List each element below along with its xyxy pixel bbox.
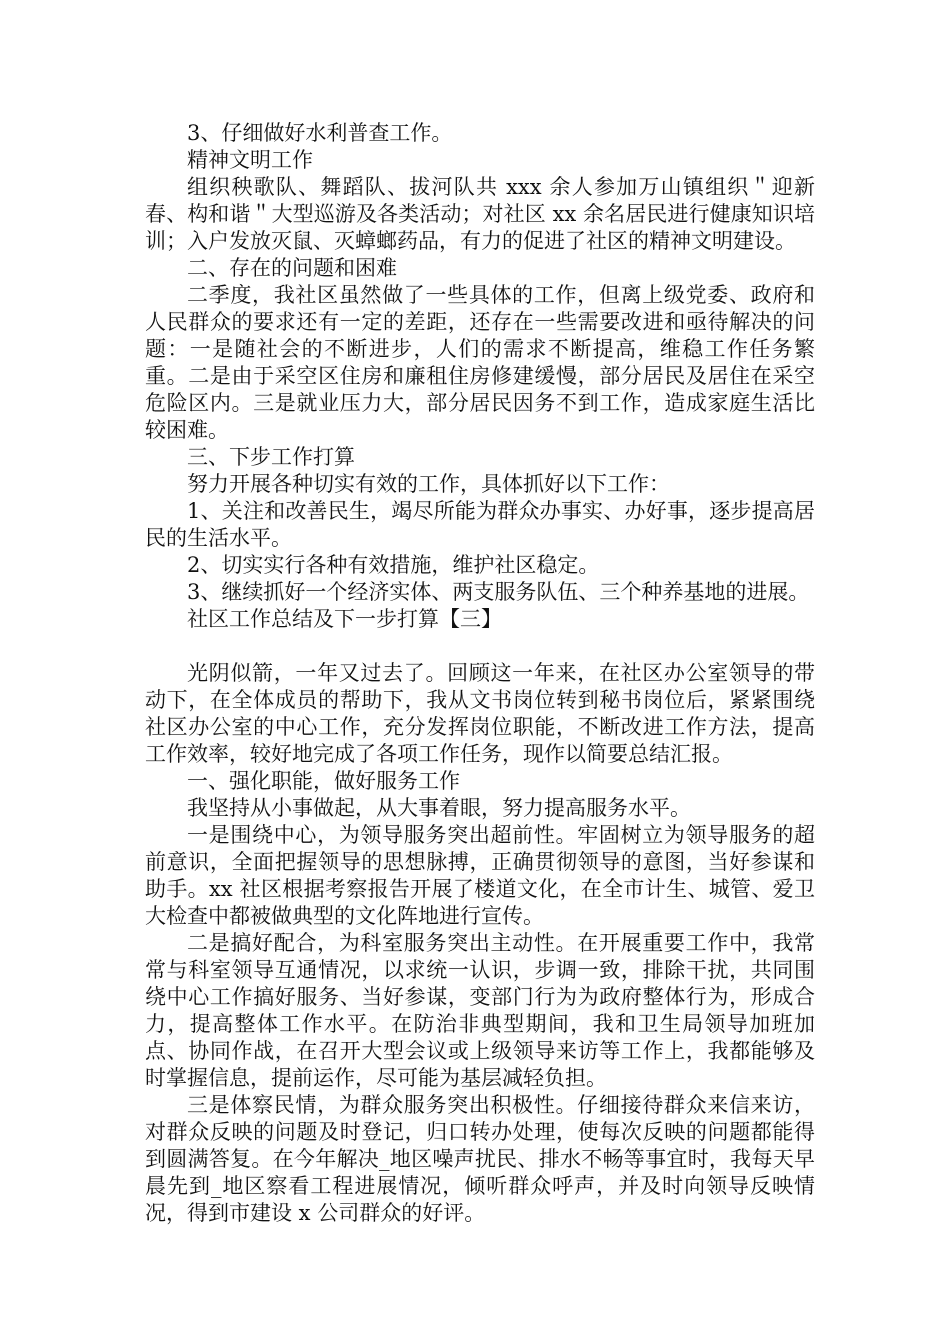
paragraph-service-level: 我坚持从小事做起，从大事着眼，努力提高服务水平。 <box>187 796 691 820</box>
section-heading-problems: 二、存在的问题和困难 <box>187 256 397 280</box>
section-heading-next-steps: 三、下步工作打算 <box>187 445 355 469</box>
paragraph-next-step-2: 2、切实实行各种有效措施，维护社区稳定。 <box>187 553 600 577</box>
paragraph-next-step-1: 1、关注和改善民生，竭尽所能为群众办事实、办好事，逐步提高居民的生活水平。 <box>145 499 815 550</box>
paragraph-leader-service: 一是围绕中心，为领导服务突出超前性。牢固树立为领导服务的超前意识，全面把握领导的思想脉搏，正确贯彻领导的意图，当好参谋和助手。xx 社区根据考察报告开展了楼道文化，在全市计生、城管、爱卫大检查中都被做典型的文化阵地进行宣传。 <box>145 823 815 928</box>
section-heading-spiritual: 精神文明工作 <box>187 148 313 172</box>
blank-line <box>145 633 815 660</box>
paragraph-problems: 二季度，我社区虽然做了一些具体的工作，但离上级党委、政府和人民群众的要求还有一定的差距，还存在一些需要改进和亟待解决的问题：一是随社会的不断进步，人们的需求不断提高，维稳工作任务繁重。二是由于采空区住房和廉租住房修建缓慢，部分居民及居住在采空危险区内。三是就业压力大，部分居民因务不到工作，造成家庭生活比较困难。 <box>145 283 815 442</box>
paragraph-next-step-3: 3、继续抓好一个经济实体、两支服务队伍、三个种养基地的进展。 <box>187 580 810 604</box>
paragraph-public-service: 三是体察民情，为群众服务突出积极性。仔细接待群众来信来访，对群众反映的问题及时登记，归口转办处理，使每次反映的问题都能得到圆满答复。在今年解决_地区噪声扰民、排水不畅等事宜时，我每天早晨先到_地区察看工程进展情况，倾听群众呼声，并及时向领导反映情况，得到市建设 x 公司群众的好评。 <box>145 1093 815 1225</box>
paragraph-next-steps-intro: 努力开展各种切实有效的工作，具体抓好以下工作： <box>187 472 670 496</box>
document-subtitle: 社区工作总结及下一步打算【三】 <box>187 607 502 631</box>
paragraph-activities: 组织秧歌队、舞蹈队、拔河队共 xxx 余人参加万山镇组织＂迎新春、构和谐＂大型巡游及各类活动；对社区 xx 余名居民进行健康知识培训；入户发放灭鼠、灭蟑螂药品，有力的促进了社区的精神文明建设。 <box>145 175 815 253</box>
paragraph-review-intro: 光阴似箭，一年又过去了。回顾这一年来，在社区办公室领导的带动下，在全体成员的帮助下，我从文书岗位转到秘书岗位后，紧紧围绕社区办公室的中心工作，充分发挥岗位职能，不断改进工作方法，提高工作效率，较好地完成了各项工作任务，现作以简要总结汇报。 <box>145 661 815 766</box>
paragraph-item-3: 3、仔细做好水利普查工作。 <box>187 121 453 145</box>
paragraph-department-service: 二是搞好配合，为科室服务突出主动性。在开展重要工作中，我常常与科室领导互通情况，以求统一认识，步调一致，排除干扰，共同围绕中心工作搞好服务、当好参谋，变部门行为为政府整体行为，形成合力，提高整体工作水平。在防治非典型期间，我和卫生局领导加班加点、协同作战，在召开大型会议或上级领导来访等工作上，我都能够及时掌握信息，提前运作，尽可能为基层减轻负担。 <box>145 931 815 1090</box>
document-body <box>145 120 815 1227</box>
section-heading-strengthen: 一、强化职能，做好服务工作 <box>187 769 460 793</box>
